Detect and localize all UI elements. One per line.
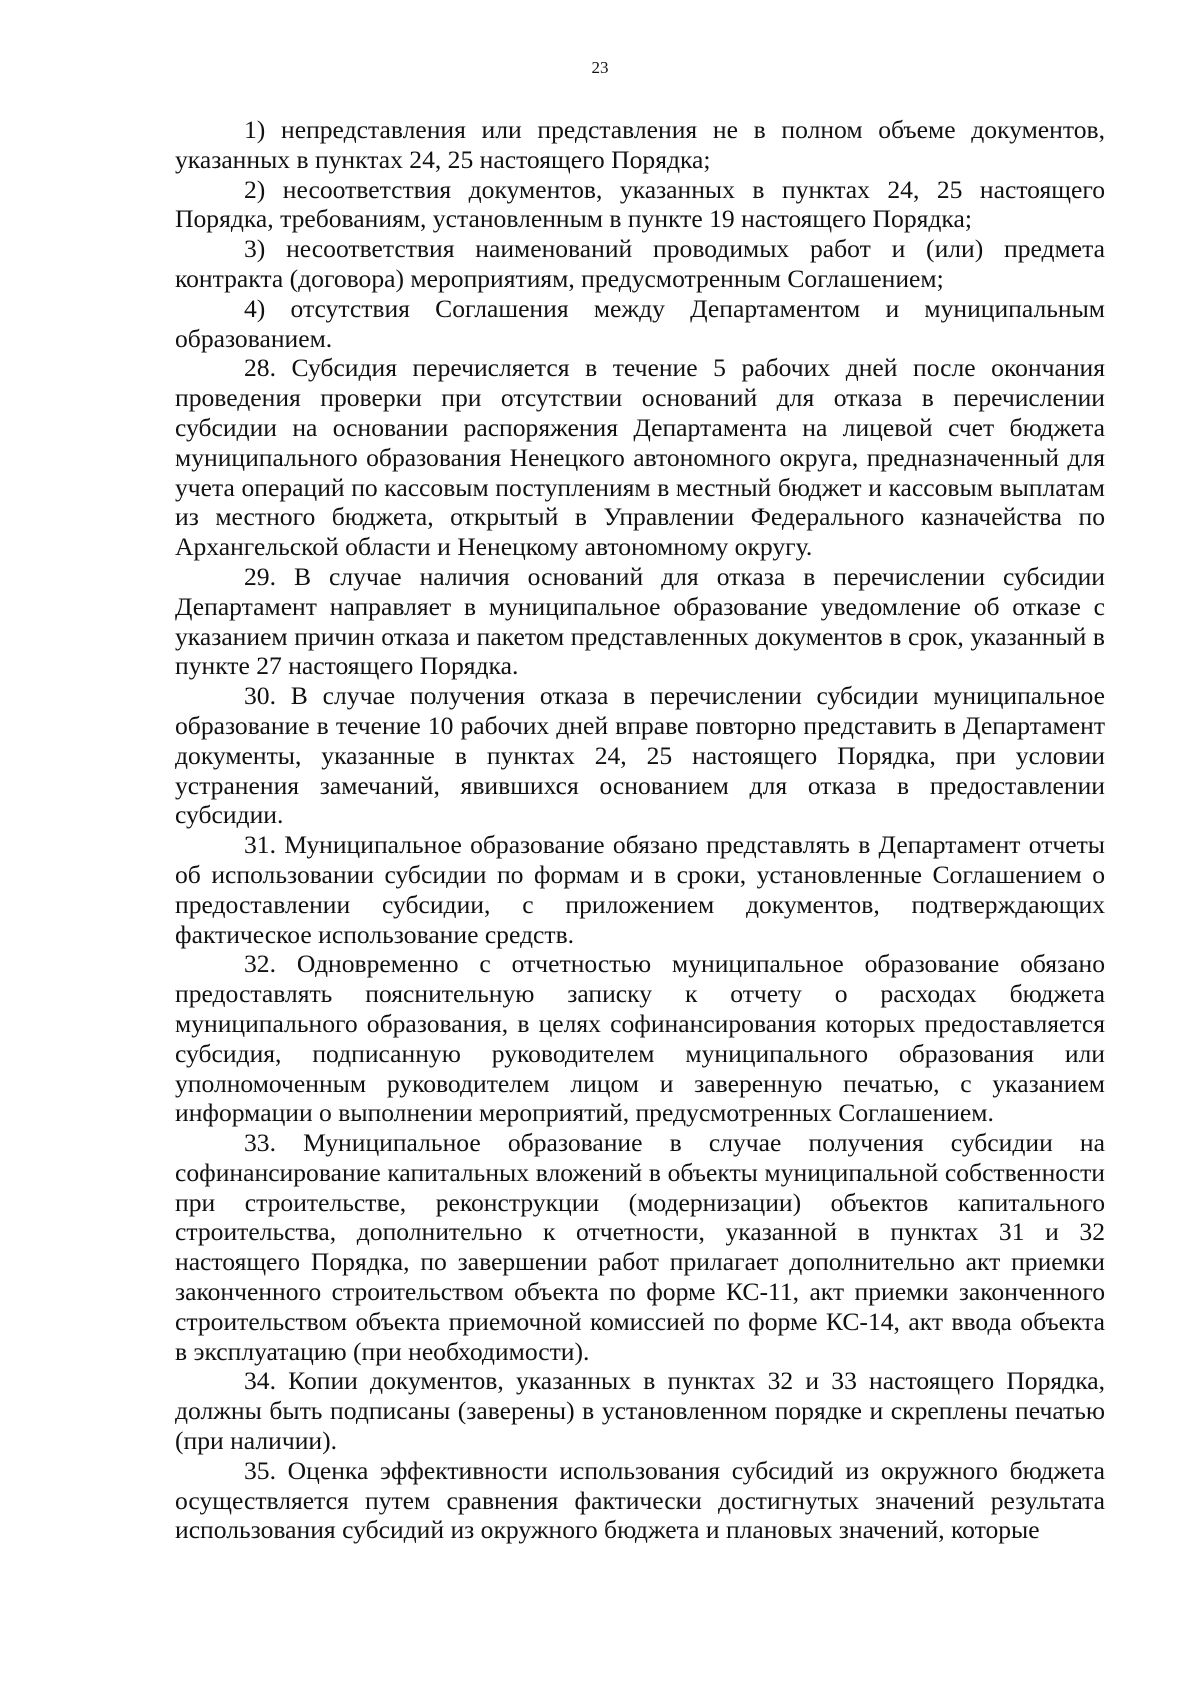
paragraph-item-2: 2) несоответствия документов, указанных в пунктах 24, 25 настоящего Порядка, требованиям, установленным в пункте 19 настоящего Порядка; [175, 174, 1105, 234]
paragraph-35: 35. Оценка эффективности использования субсидий из окружного бюджета осуществляется путем сравнения фактически достигнутых значений результата использования субсидий из окружного бюджета и плановых значений, которые [175, 1455, 1105, 1545]
page-number: 23 [591, 58, 609, 77]
paragraph-28: 28. Субсидия перечисляется в течение 5 рабочих дней после окончания проведения проверки при отсутствии оснований для отказа в перечислении субсидии на основании распоряжения Департамента на лицевой счет бюджета муниципального образования Ненецкого автономного округа, предназначенный для учета операций по кассовым поступлениям в местный бюджет и кассовым выплатам из местного бюджета, открытый в Управлении Федерального казначейства по Архангельской области и Ненецкому автономному округу. [175, 353, 1105, 562]
paragraph-item-4: 4) отсутствия Соглашения между Департаментом и муниципальным образованием. [175, 293, 1105, 353]
paragraph-34: 34. Копии документов, указанных в пунктах 32 и 33 настоящего Порядка, должны быть подписаны (заверены) в установленном порядке и скреплены печатью (при наличии). [175, 1366, 1105, 1456]
paragraph-32: 32. Одновременно с отчетностью муниципальное образование обязано предоставлять пояснительную записку к отчету о расходах бюджета муниципального образования, в целях софинансирования которых предоставляется субсидия, подписанную руководителем муниципального образования или уполномоченным руководителем лицом и заверенную печатью, с указанием информации о выполнении мероприятий, предусмотренных Соглашением. [175, 949, 1105, 1128]
document-body [175, 115, 1105, 1545]
paragraph-33: 33. Муниципальное образование в случае получения субсидии на софинансирование капитальных вложений в объекты муниципальной собственности при строительстве, реконструкции (модернизации) объектов капитального строительства, дополнительно к отчетности, указанной в пунктах 31 и 32 настоящего Порядка, по завершении работ прилагает дополнительно акт приемки законченного строительством объекта по форме КС-11, акт приемки законченного строительством объекта приемочной комиссией по форме КС-14, акт ввода объекта в эксплуатацию (при необходимости). [175, 1128, 1105, 1366]
paragraph-item-1: 1) непредставления или представления не в полном объеме документов, указанных в пунктах 24, 25 настоящего Порядка; [175, 115, 1105, 174]
paragraph-29: 29. В случае наличия оснований для отказа в перечислении субсидии Департамент направляет в муниципальное образование уведомление об отказе с указанием причин отказа и пакетом представленных документов в срок, указанный в пункте 27 настоящего Порядка. [175, 561, 1105, 681]
paragraph-30: 30. В случае получения отказа в перечислении субсидии муниципальное образование в течение 10 рабочих дней вправе повторно представить в Департамент документы, указанные в пунктах 24, 25 настоящего Порядка, при условии устранения замечаний, явившихся основанием для отказа в предоставлении субсидии. [175, 681, 1105, 830]
paragraph-item-3: 3) несоответствия наименований проводимых работ и (или) предмета контракта (договора) мероприятиям, предусмотренным Соглашением; [175, 234, 1105, 293]
paragraph-31: 31. Муниципальное образование обязано представлять в Департамент отчеты об использовании субсидии по формам и в сроки, установленные Соглашением о предоставлении субсидии, с приложением документов, подтверждающих фактическое использование средств. [175, 830, 1105, 949]
